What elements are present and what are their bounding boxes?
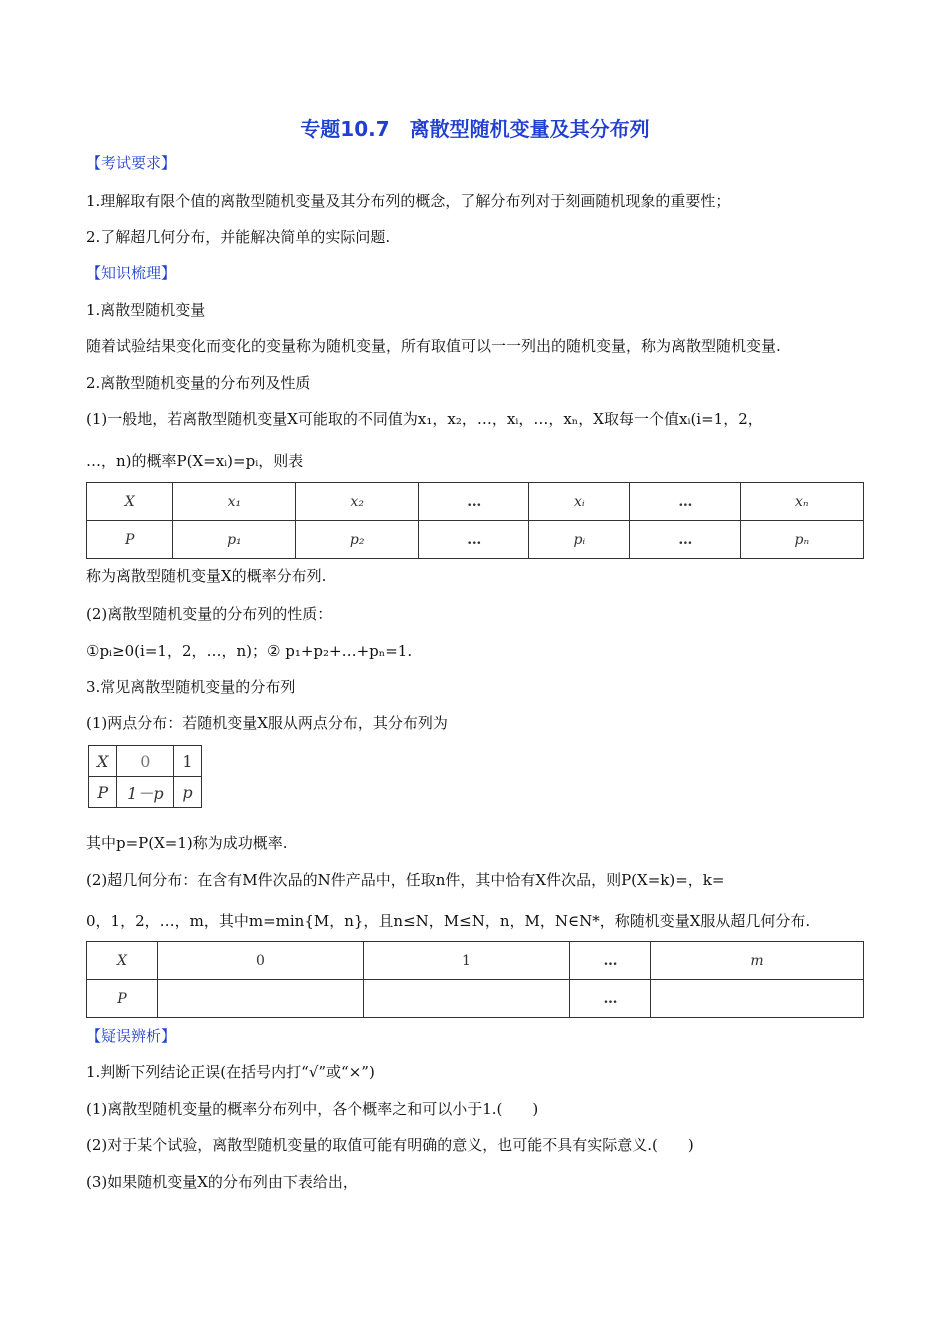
distribution-table-two-point [88, 745, 202, 808]
table-cell: p₁ [173, 521, 296, 559]
knowledge-para-2c: 称为离散型随机变量X的概率分布列. [86, 567, 327, 585]
table-cell: x₁ [173, 483, 296, 521]
table-cell: 1 [174, 746, 201, 777]
requirement-1: 1.理解取有限个值的离散型随机变量及其分布列的概念，了解分布列对于刻画随机现象的重要性； [86, 192, 731, 210]
table-cell: X [89, 746, 117, 777]
table-cell: X [87, 483, 173, 521]
table-cell: P [89, 777, 117, 808]
table-cell [364, 980, 570, 1018]
knowledge-para-2d: (2)离散型随机变量的分布列的性质： [86, 605, 333, 623]
requirement-2: 2.了解超几何分布，并能解决简单的实际问题. [86, 228, 391, 246]
table-cell: X [87, 942, 158, 980]
distribution-table-general [86, 482, 864, 559]
knowledge-para-3c: (2)超几何分布：在含有M件次品的N件产品中，任取n件，其中恰有X件次品，则P(X=k)=，k= [86, 871, 725, 889]
table-cell: … [419, 483, 529, 521]
question-1c: (3)如果随机变量X的分布列由下表给出， [86, 1173, 358, 1191]
knowledge-para-3d: 0，1，2，…，m，其中m=min{M，n}，且n≤N，M≤N，n，M，N∈N*，称随机变量X服从超几何分布. [86, 912, 811, 930]
table-cell: p [174, 777, 201, 808]
section-knowledge: 【知识梳理】 [86, 264, 177, 282]
knowledge-heading-1: 1.离散型随机变量 [86, 301, 206, 319]
question-1: 1.判断下列结论正误(在括号内打“√”或“×”) [86, 1063, 375, 1081]
table-row [89, 746, 202, 777]
question-1a: (1)离散型随机变量的概率分布列中，各个概率之和可以小于1.( ) [86, 1100, 539, 1118]
table-cell [158, 980, 364, 1018]
table-cell: … [630, 483, 740, 521]
table-cell: xₙ [740, 483, 863, 521]
table-cell: 1－p [117, 777, 174, 808]
table-cell: P [87, 521, 173, 559]
distribution-table-hypergeometric [86, 941, 864, 1018]
knowledge-para-1: 随着试验结果变化而变化的变量称为随机变量，所有取值可以一一列出的随机变量，称为离散型随机变量. [86, 337, 781, 355]
table-cell: x₂ [296, 483, 419, 521]
table-cell: pₙ [740, 521, 863, 559]
table-cell: 0 [158, 942, 364, 980]
table-cell: xᵢ [529, 483, 630, 521]
knowledge-para-2b: …，n)的概率P(X=xᵢ)=pᵢ，则表 [86, 452, 304, 470]
section-exam-requirements: 【考试要求】 [86, 154, 177, 172]
table-row [89, 777, 202, 808]
knowledge-para-3b: 其中p=P(X=1)称为成功概率. [86, 834, 288, 852]
page-title: 专题10.7 离散型随机变量及其分布列 [300, 117, 650, 141]
table-cell: 0 [117, 746, 174, 777]
table-cell: P [87, 980, 158, 1018]
knowledge-heading-3: 3.常见离散型随机变量的分布列 [86, 678, 296, 696]
question-1b: (2)对于某个试验，离散型随机变量的取值可能有明确的意义，也可能不具有实际意义.( ) [86, 1136, 694, 1154]
table-cell: … [419, 521, 529, 559]
table-cell [651, 980, 864, 1018]
table-row [87, 521, 864, 559]
section-misconceptions: 【疑误辨析】 [86, 1027, 177, 1045]
knowledge-para-3a: (1)两点分布：若随机变量X服从两点分布，其分布列为 [86, 714, 448, 732]
knowledge-para-2a: (1)一般地，若离散型随机变量X可能取的不同值为x₁，x₂，…，xᵢ，…，xₙ，X取每一个值xᵢ(i=1，2， [86, 410, 763, 428]
table-row [87, 942, 864, 980]
table-cell: pᵢ [529, 521, 630, 559]
table-cell: … [630, 521, 740, 559]
table-cell: … [570, 942, 651, 980]
table-row [87, 483, 864, 521]
knowledge-heading-2: 2.离散型随机变量的分布列及性质 [86, 374, 311, 392]
table-cell: 1 [364, 942, 570, 980]
knowledge-para-2e: ①pᵢ≥0(i=1，2，…，n)；② p₁+p₂+…+pₙ=1. [86, 642, 413, 660]
table-cell: p₂ [296, 521, 419, 559]
table-cell: … [570, 980, 651, 1018]
table-cell: m [651, 942, 864, 980]
table-row [87, 980, 864, 1018]
